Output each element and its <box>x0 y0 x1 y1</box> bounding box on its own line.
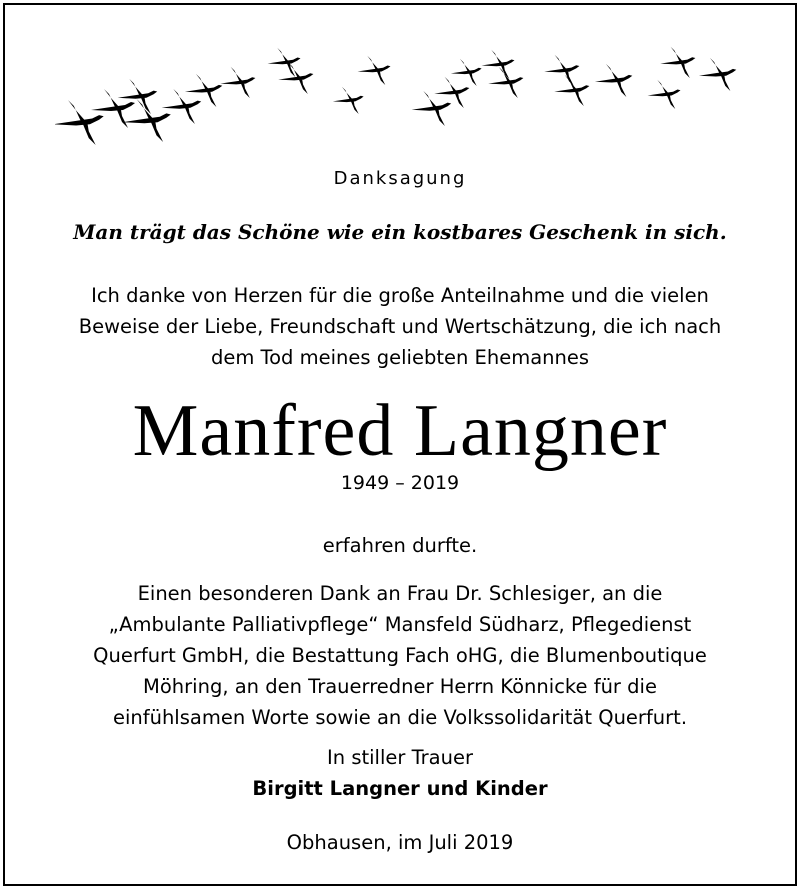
text-line: Ich danke von Herzen für die große Anteilnahme und die vielen <box>91 284 709 307</box>
text-line: Beweise der Liebe, Freundschaft und Wertschätzung, die ich nach <box>78 315 722 338</box>
text-line: Querfurt GmbH, die Bestattung Fach oHG, die Blumenboutique <box>93 644 707 667</box>
intro-text <box>0 280 800 373</box>
signers: Birgitt Langner und Kinder <box>252 777 548 800</box>
text-line: Möhring, an den Trauerredner Herrn Könnicke für die <box>143 675 657 698</box>
thanks-text <box>0 578 800 733</box>
life-years: 1949 – 2019 <box>340 472 460 494</box>
motto: Man trägt das Schöne wie ein kostbares Geschenk in sich. <box>73 220 727 244</box>
flying-cranes-icon <box>55 42 755 152</box>
notice-heading: Danksagung <box>333 168 467 189</box>
text-line: Einen besonderen Dank an Frau Dr. Schlesiger, an die <box>137 582 663 605</box>
text-line: einfühlsamen Worte sowie an die Volkssolidarität Querfurt. <box>112 706 688 729</box>
deceased-name: Manfred Langner <box>132 390 668 472</box>
place-date: Obhausen, im Juli 2019 <box>286 831 514 854</box>
learned-text: erfahren durfte. <box>322 534 478 557</box>
text-line: dem Tod meines geliebten Ehemannes <box>210 346 590 369</box>
mourning-line: In stiller Trauer <box>327 746 473 769</box>
text-line: „Ambulante Palliativpflege“ Mansfeld Südharz, Pflegedienst <box>108 613 692 636</box>
